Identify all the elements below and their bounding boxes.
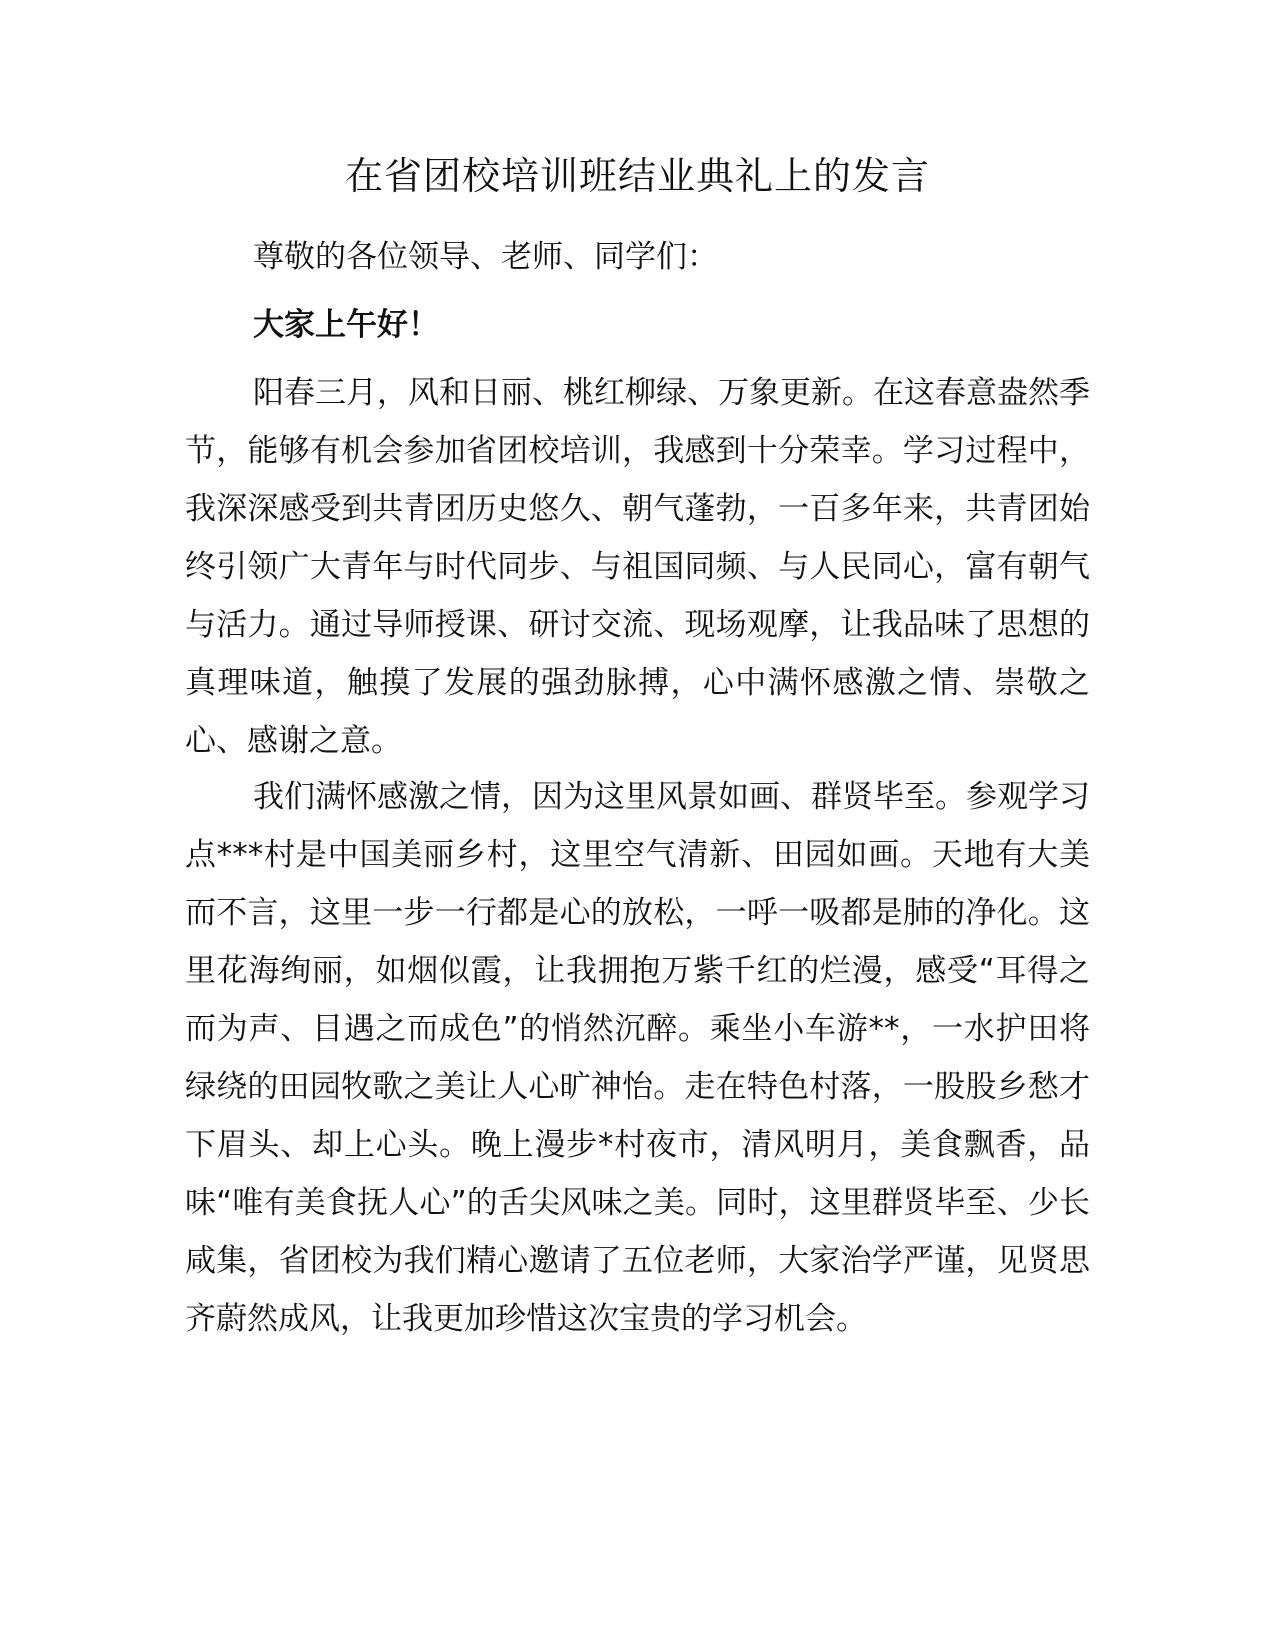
document-title: 在省团校培训班结业典礼上的发言 bbox=[344, 154, 930, 198]
paragraph-1: 阳春三月，风和日丽、桃红柳绿、万象更新。在这春意盎然季节，能够有机会参加省团校培训，我感到十分荣幸。学习过程中，我深深感受到共青团历史悠久、朝气蓬勃，一百多年来，共青团始终引领广大青年与时代同步、与祖国同频、与人民同心，富有朝气与活力。通过导师授课、研讨交流、现场观摩，让我品味了思想的真理味道，触摸了发展的强劲脉搏，心中满怀感激之情、崇敬之心、感谢之意。 bbox=[185, 375, 1090, 759]
greeting: 大家上午好！ bbox=[253, 307, 439, 343]
paragraph-2: 我们满怀感激之情，因为这里风景如画、群贤毕至。参观学习点***村是中国美丽乡村，这里空气清新、田园如画。天地有大美而不言，这里一步一行都是心的放松，一呼一吸都是肺的净化。这里花海绚丽，如烟似霞，让我拥抱万紫千红的烂漫，感受“耳得之而为声、目遇之而成色”的悄然沉醉。乘坐小车游**，一水护田将绿绕的田园牧歌之美让人心旷神怡。走在特色村落，一股股乡愁才下眉头、却上心头。晚上漫步*村夜市，清风明月，美食飘香，品味“唯有美食抚人心”的舌尖风味之美。同时，这里群贤毕至、少长咸集，省团校为我们精心邀请了五位老师，大家治学严谨，见贤思齐蔚然成风，让我更加珍惜这次宝贵的学习机会。 bbox=[185, 779, 1090, 1337]
salutation: 尊敬的各位领导、老师、同学们： bbox=[253, 239, 718, 275]
